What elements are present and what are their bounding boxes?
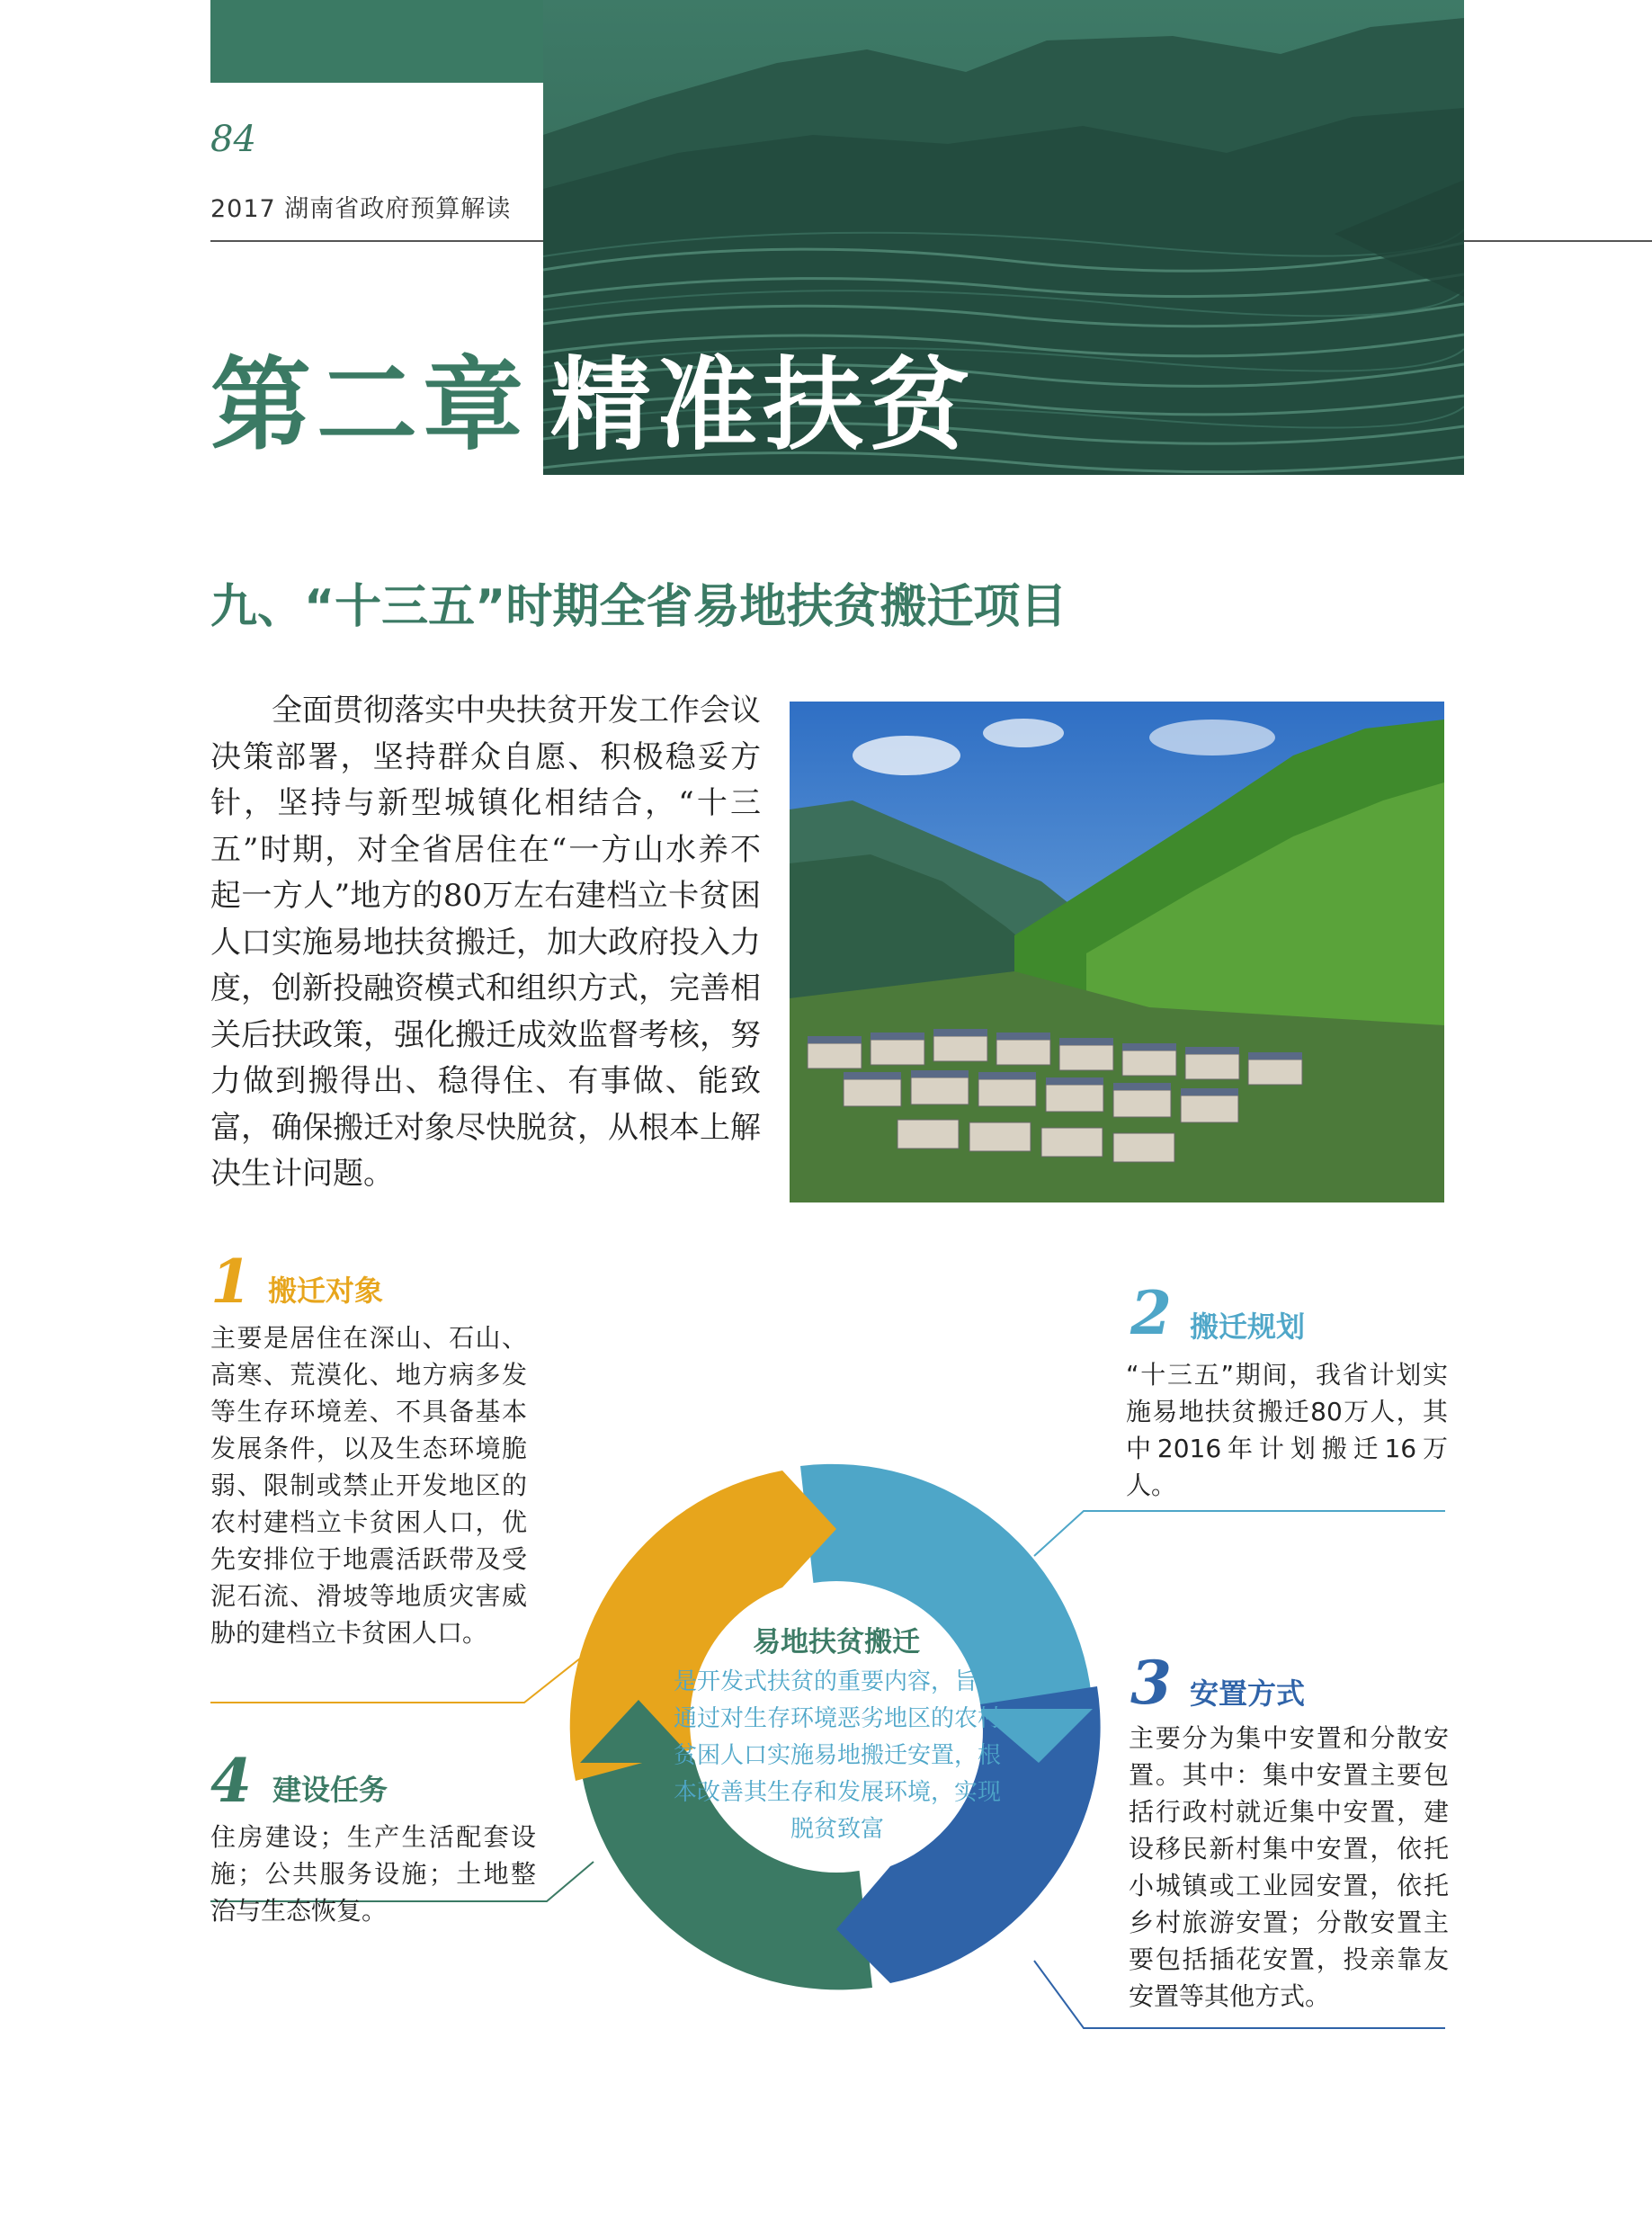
callout-4-title: 建设任务	[272, 1773, 388, 1807]
callout-2-text: “十三五”期间，我省计划实施易地扶贫搬迁80万人，其中2016年计划搬迁16万人。	[1126, 1360, 1448, 1500]
intro-paragraph: 全面贯彻落实中央扶贫开发工作会议决策部署，坚持群众自愿、积极稳妥方针，坚持与新型城镇化相结合，“十三五”时期，对全省居住在“一方山水养不起一方人”地方的80万左右建档立卡贫困人口实施易地扶贫搬迁，加大政府投入力度，创新投融资模式和组织方式，完善相关后扶政策，强化搬迁成效监督考核，努力做到搬得出、稳得住、有事做、能致富，确保搬迁对象尽快脱贫，从根本上解决生计问题。	[210, 693, 761, 1192]
callout-1-text: 主要是居住在深山、石山、高寒、荒漠化、地方病多发等生存环境差、不具备基本发展条件，以及生态环境脆弱、限制或禁止开发地区的农村建档立卡贫困人口，优先安排位于地震活跃带及受泥石流、滑坡等地质灾害威胁的建档立卡贫困人口。	[210, 1323, 527, 1648]
chapter-number: 第二章	[210, 346, 529, 464]
callout-2-title: 搬迁规划	[1190, 1310, 1306, 1344]
header-color-tab	[210, 0, 543, 83]
running-head: 2017 湖南省政府预算解读	[210, 195, 512, 223]
center-title: 易地扶贫搬迁	[753, 1626, 920, 1658]
village-photo-graphic	[790, 702, 1444, 1202]
page-number: 84	[210, 119, 256, 160]
chapter-title: 精准扶贫	[550, 346, 975, 464]
callout-3-title: 安置方式	[1190, 1676, 1306, 1711]
section-title: 九、“十三五”时期全省易地扶贫搬迁项目	[210, 580, 1067, 634]
callout-3-number: 3	[1130, 1648, 1172, 1718]
callout-1-title: 搬迁对象	[268, 1274, 384, 1308]
callout-4-number: 4	[210, 1746, 252, 1816]
callout-4-text: 住房建设；生产生活配套设施；公共服务设施；土地整治与生态恢复。	[210, 1822, 536, 1926]
callout-2-number: 2	[1130, 1278, 1172, 1348]
center-text: 是开发式扶贫的重要内容，旨在通过对生存环境恶劣地区的农村贫困人口实施易地搬迁安置，根本改善其生存和发展环境，实现脱贫致富	[673, 1668, 1001, 1843]
callout-1-number: 1	[210, 1247, 252, 1317]
village-photo	[790, 702, 1444, 1202]
callout-3-text: 主要分为集中安置和分散安置。其中：集中安置主要包括行政村就近集中安置，建设移民新村集中安置，依托小城镇或工业园安置，依托乡村旅游安置；分散安置主要包括插花安置，投亲靠友安置等其他方式。	[1129, 1723, 1449, 2011]
